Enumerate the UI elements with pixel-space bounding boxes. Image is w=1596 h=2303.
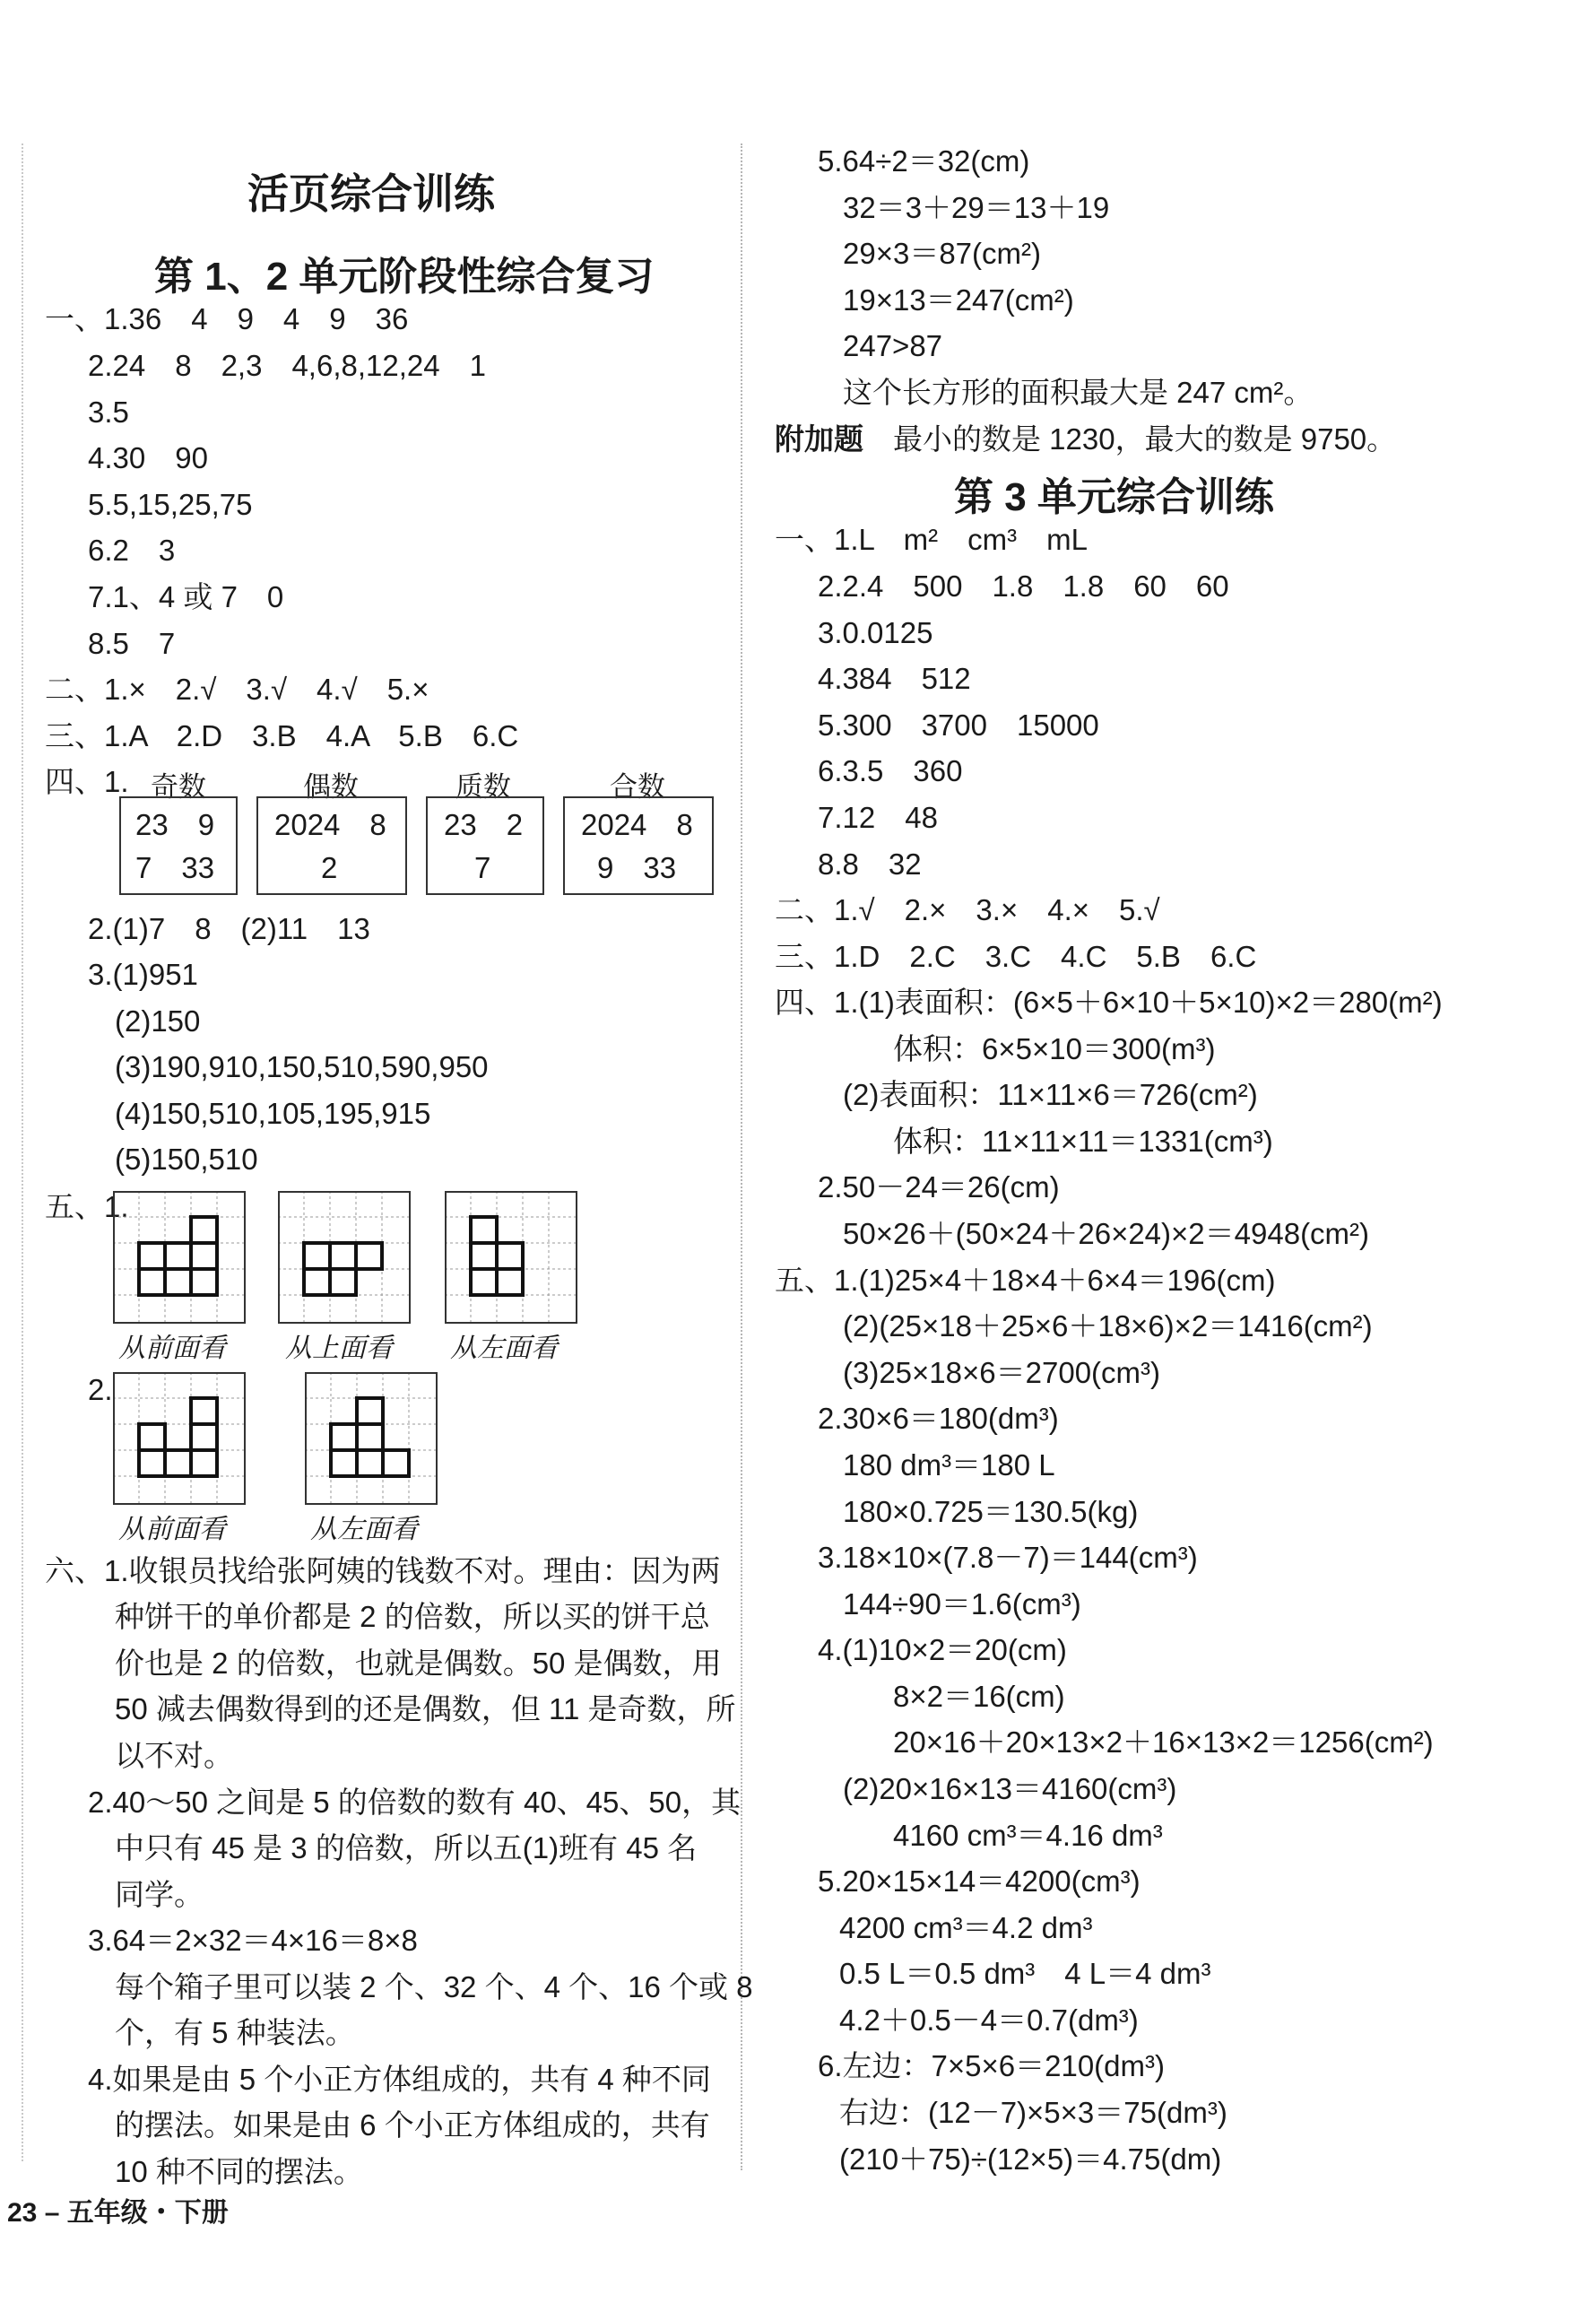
r-part1-line: 8.8 32 bbox=[818, 847, 922, 881]
bonus-text: 最小的数是 1230，最大的数是 9750。 bbox=[893, 422, 1397, 456]
odd-number-box bbox=[119, 796, 238, 895]
r-part1-line: 3.0.0125 bbox=[818, 616, 933, 649]
section-title-unit12: 第 1、2 单元阶段性综合复习 bbox=[154, 255, 655, 299]
view-grid-top bbox=[278, 1191, 411, 1324]
view-grid-front-2 bbox=[113, 1372, 246, 1505]
part1-line: 8.5 7 bbox=[88, 627, 176, 660]
part2-line: 二、1.× 2.√ 3.√ 4.√ 5.× bbox=[45, 673, 429, 706]
r-part5-line: 144÷90＝1.6(cm³) bbox=[843, 1587, 1081, 1621]
part1-line: 2.24 8 2,3 4,6,8,12,24 1 bbox=[88, 349, 486, 382]
top-line: 19×13＝247(cm²) bbox=[843, 283, 1074, 317]
part6-line: 六、1.收银员找给张阿姨的钱数不对。理由：因为两 bbox=[45, 1554, 721, 1587]
part6-line: 个，有 5 种装法。 bbox=[115, 2016, 355, 2049]
r-part4-line: 四、1.(1)表面积：(6×5＋6×10＋5×10)×2＝280(m²) bbox=[775, 986, 1443, 1019]
part6-line: 种饼干的单价都是 2 的倍数，所以买的饼干总 bbox=[115, 1600, 710, 1633]
r-part4-line: 体积：11×11×11＝1331(cm³) bbox=[893, 1125, 1273, 1158]
part1-line: 4.30 90 bbox=[88, 441, 208, 474]
r-part4-line: 2.50－24＝26(cm) bbox=[818, 1170, 1060, 1204]
part4-label: 四、1. bbox=[45, 765, 129, 798]
part4-line: 2.(1)7 8 (2)11 13 bbox=[88, 912, 370, 945]
column-header-even: 偶数 bbox=[303, 771, 359, 803]
view-grid-left-2 bbox=[305, 1372, 438, 1505]
r-part5-line: (210＋75)÷(12×5)＝4.75(dm) bbox=[839, 2142, 1222, 2176]
part4-line: (3)190,910,150,510,590,950 bbox=[115, 1050, 489, 1083]
r-part4-line: 50×26＋(50×24＋26×24)×2＝4948(cm²) bbox=[843, 1217, 1370, 1250]
part3-line: 三、1.A 2.D 3.B 4.A 5.B 6.C bbox=[45, 719, 519, 752]
r-part5-line: 180 dm³＝180 L bbox=[843, 1448, 1055, 1482]
bonus-label: 附加题 bbox=[775, 422, 863, 456]
box-row: 7 33 bbox=[135, 851, 215, 884]
box-row: 2 bbox=[321, 851, 338, 884]
part6-line: 同学。 bbox=[115, 1878, 204, 1911]
r-part5-line: 0.5 L＝0.5 dm³ 4 L＝4 dm³ bbox=[839, 1957, 1211, 1990]
part6-line: 中只有 45 是 3 的倍数，所以五(1)班有 45 名 bbox=[115, 1831, 698, 1864]
r-part2-line: 二、1.√ 2.× 3.× 4.× 5.√ bbox=[775, 893, 1160, 926]
r-part5-line: (3)25×18×6＝2700(cm³) bbox=[843, 1356, 1161, 1389]
r-part1-line: 6.3.5 360 bbox=[818, 754, 963, 787]
part1-line: 5.5,15,25,75 bbox=[88, 488, 253, 521]
part6-line: 10 种不同的摆法。 bbox=[115, 2155, 363, 2188]
r-part5-line: 5.20×15×14＝4200(cm³) bbox=[818, 1864, 1141, 1898]
r-part5-line: 4.2＋0.5－4＝0.7(dm³) bbox=[839, 2003, 1139, 2037]
part4-line: 3.(1)951 bbox=[88, 958, 198, 991]
box-row: 7 bbox=[474, 851, 491, 884]
r-part1-line: 4.384 512 bbox=[818, 662, 971, 695]
view-label: 从前面看 bbox=[118, 1334, 226, 1363]
r-part5-line: (2)(25×18＋25×6＋18×6)×2＝1416(cm²) bbox=[843, 1309, 1373, 1343]
r-part4-line: (2)表面积：11×11×6＝726(cm²) bbox=[843, 1078, 1258, 1111]
r-part5-line: 4160 cm³＝4.16 dm³ bbox=[893, 1819, 1163, 1852]
top-line: 29×3＝87(cm²) bbox=[843, 237, 1041, 270]
part1-line: 7.1、4 或 7 0 bbox=[88, 580, 284, 613]
part5-2-label: 2. bbox=[88, 1373, 113, 1406]
r-part1-line: 一、1.L m² cm³ mL bbox=[775, 523, 1088, 556]
part6-line: 50 减去偶数得到的还是偶数，但 11 是奇数，所 bbox=[115, 1692, 736, 1725]
r-part4-line: 体积：6×5×10＝300(m³) bbox=[893, 1032, 1216, 1065]
part6-line: 以不对。 bbox=[115, 1739, 233, 1772]
part6-line: 4.如果是由 5 个小正方体组成的，共有 4 种不同 bbox=[88, 2063, 711, 2096]
prime-number-box bbox=[426, 796, 544, 895]
r-part1-line: 7.12 48 bbox=[818, 801, 938, 834]
column-header-composite: 合数 bbox=[610, 771, 665, 803]
r-part5-line: 2.30×6＝180(dm³) bbox=[818, 1402, 1059, 1435]
view-label: 从上面看 bbox=[285, 1334, 393, 1363]
r-part3-line: 三、1.D 2.C 3.C 4.C 5.B 6.C bbox=[775, 940, 1257, 973]
composite-number-box bbox=[563, 796, 714, 895]
part1-line: 3.5 bbox=[88, 395, 129, 429]
r-part5-line: 4.(1)10×2＝20(cm) bbox=[818, 1633, 1067, 1666]
part6-line: 的摆法。如果是由 6 个小正方体组成的，共有 bbox=[115, 2108, 710, 2142]
column-divider bbox=[741, 143, 742, 2170]
page-footer: 23 – 五年级・下册 bbox=[7, 2198, 229, 2228]
r-part5-line: (2)20×16×13＝4160(cm³) bbox=[843, 1772, 1177, 1805]
part1-line: 6.2 3 bbox=[88, 534, 176, 567]
view-grid-left bbox=[445, 1191, 577, 1324]
part4-line: (4)150,510,105,195,915 bbox=[115, 1097, 431, 1130]
part6-line: 每个箱子里可以装 2 个、32 个、4 个、16 个或 8 bbox=[115, 1970, 753, 2003]
part5-label: 五、1. bbox=[45, 1190, 129, 1223]
top-line: 247>87 bbox=[843, 329, 943, 362]
part4-line: (2)150 bbox=[115, 1004, 201, 1038]
box-row: 2024 8 bbox=[581, 808, 693, 841]
r-part5-line: 6.左边：7×5×6＝210(dm³) bbox=[818, 2049, 1165, 2082]
even-number-box bbox=[256, 796, 407, 895]
column-header-prime: 质数 bbox=[455, 771, 511, 803]
r-part5-line: 右边：(12－7)×5×3＝75(dm³) bbox=[839, 2096, 1227, 2129]
main-title: 活页综合训练 bbox=[247, 170, 495, 217]
top-line: 5.64÷2＝32(cm) bbox=[818, 144, 1030, 178]
view-grid-front bbox=[113, 1191, 246, 1324]
part6-line: 价也是 2 的倍数，也就是偶数。50 是偶数，用 bbox=[115, 1647, 722, 1680]
part1-line: 一、1.36 4 9 4 9 36 bbox=[45, 302, 409, 335]
view-label: 从前面看 bbox=[118, 1515, 226, 1544]
part4-line: (5)150,510 bbox=[115, 1143, 258, 1176]
r-part5-line: 8×2＝16(cm) bbox=[893, 1680, 1065, 1713]
part6-line: 2.40～50 之间是 5 的倍数的数有 40、45、50，其 bbox=[88, 1786, 742, 1819]
box-row: 23 9 bbox=[135, 808, 215, 841]
left-margin-rule bbox=[22, 143, 23, 2161]
r-part5-line: 4200 cm³＝4.2 dm³ bbox=[839, 1911, 1093, 1944]
r-part1-line: 5.300 3700 15000 bbox=[818, 708, 1099, 742]
box-row: 2024 8 bbox=[274, 808, 386, 841]
view-label: 从左面看 bbox=[310, 1515, 418, 1544]
r-part5-line: 3.18×10×(7.8－7)＝144(cm³) bbox=[818, 1541, 1198, 1574]
box-row: 23 2 bbox=[444, 808, 524, 841]
r-part5-line: 180×0.725＝130.5(kg) bbox=[843, 1495, 1139, 1528]
section-title-unit3: 第 3 单元综合训练 bbox=[954, 475, 1274, 519]
r-part5-line: 20×16＋20×13×2＋16×13×2＝1256(cm²) bbox=[893, 1725, 1434, 1759]
part6-line: 3.64＝2×32＝4×16＝8×8 bbox=[88, 1924, 418, 1957]
r-part1-line: 2.2.4 500 1.8 1.8 60 60 bbox=[818, 569, 1229, 603]
view-label: 从左面看 bbox=[450, 1334, 558, 1363]
r-part5-line: 五、1.(1)25×4＋18×4＋6×4＝196(cm) bbox=[775, 1264, 1276, 1297]
box-row: 9 33 bbox=[597, 851, 677, 884]
top-line: 32＝3＋29＝13＋19 bbox=[843, 191, 1110, 224]
column-header-odd: 奇数 bbox=[151, 771, 206, 803]
page-number: 23 bbox=[7, 2198, 38, 2228]
grade-label: 五年级・下册 bbox=[66, 2198, 229, 2228]
top-line: 这个长方形的面积最大是 247 cm²。 bbox=[843, 376, 1314, 409]
